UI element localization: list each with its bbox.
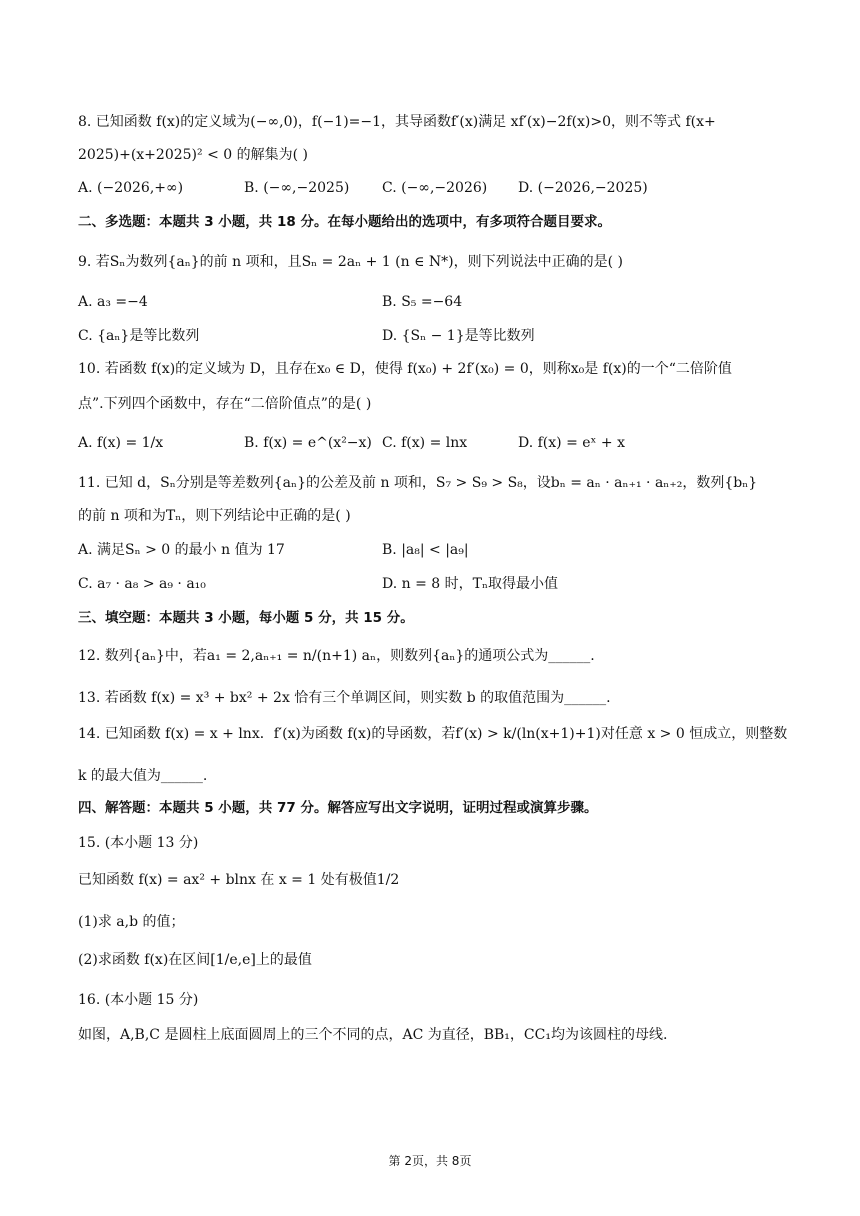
q11-stem-line1: 11. 已知 d，Sₙ分别是等差数列{aₙ}的公差及前 n 项和，S₇ > S₉ > S₈，设bₙ = aₙ · aₙ₊₁ · aₙ₊₂，数列{bₙ} (78, 475, 758, 491)
q14-stem-line2: k 的最大值为______. (78, 768, 208, 784)
section-multiple-choice-heading: 二、多选题：本题共 3 小题，共 18 分。在每小题给出的选项中，有多项符合题目要求。 (78, 214, 611, 230)
q10-stem-line1: 10. 若函数 f(x)的定义域为 D，且存在x₀ ∈ D，使得 f(x₀) + 2f′(x₀) = 0，则称x₀是 f(x)的一个“二倍阶值 (78, 361, 732, 377)
q16-header: 16. (本小题 15 分) (78, 992, 199, 1008)
q8-option-d: D. (−2026,−2025) (518, 180, 648, 196)
q9-option-b: B. S₅ =−64 (382, 294, 463, 310)
q10-stem-line2: 点”.下列四个函数中，存在“二倍阶值点”的是( ) (78, 396, 372, 412)
q13-stem: 13. 若函数 f(x) = x³ + bx² + 2x 恰有三个单调区间，则实数 b 的取值范围为______. (78, 690, 611, 706)
q8-stem-line2: 2025)+(x+2025)² < 0 的解集为( ) (78, 147, 308, 163)
q11-option-d: D. n = 8 时，Tₙ取得最小值 (382, 576, 559, 592)
q10-option-d: D. f(x) = eˣ + x (518, 435, 626, 451)
q14-stem-line1: 14. 已知函数 f(x) = x + lnx．f′(x)为函数 f(x)的导函数，若f′(x) > k/(ln(x+1)+1)对任意 x > 0 恒成立，则整数 (78, 726, 788, 742)
q9-option-c: C. {aₙ}是等比数列 (78, 328, 200, 344)
page-footer: 第 2页，共 8页 (388, 1154, 472, 1168)
q11-option-b: B. |a₈| < |a₉| (382, 542, 469, 558)
section-answer-heading: 四、解答题：本题共 5 小题，共 77 分。解答应写出文字说明，证明过程或演算步骤。 (78, 800, 598, 816)
q10-option-b: B. f(x) = e^(x²−x) (244, 435, 372, 451)
q11-option-a: A. 满足Sₙ > 0 的最小 n 值为 17 (78, 542, 285, 558)
q10-option-a: A. f(x) = 1/x (78, 435, 164, 451)
section-fill-blank-heading: 三、填空题：本题共 3 小题，每小题 5 分，共 15 分。 (78, 610, 414, 626)
q9-stem: 9. 若Sₙ为数列{aₙ}的前 n 项和，且Sₙ = 2aₙ + 1 (n ∈ N*)，则下列说法中正确的是( ) (78, 254, 623, 270)
q8-option-c: C. (−∞,−2026) (382, 180, 488, 196)
q15-header: 15. (本小题 13 分) (78, 835, 199, 851)
q8-option-b: B. (−∞,−2025) (244, 180, 350, 196)
q8-stem-line1: 8. 已知函数 f(x)的定义域为(−∞,0)，f(−1)=−1，其导函数f′(x)满足 xf′(x)−2f(x)>0，则不等式 f(x+ (78, 114, 716, 130)
q8-option-a: A. (−2026,+∞) (78, 180, 184, 196)
q15-part1: (1)求 a,b 的值； (78, 914, 185, 930)
q12-stem: 12. 数列{aₙ}中，若a₁ = 2,aₙ₊₁ = n/(n+1) aₙ，则数列{aₙ}的通项公式为______. (78, 648, 595, 664)
q10-option-c: C. f(x) = lnx (382, 435, 468, 451)
q9-option-a: A. a₃ =−4 (78, 294, 148, 310)
q15-part2: (2)求函数 f(x)在区间[1/e,e]上的最值 (78, 952, 312, 968)
q11-option-c: C. a₇ · a₈ > a₉ · a₁₀ (78, 576, 206, 592)
q9-option-d: D. {Sₙ − 1}是等比数列 (382, 328, 535, 344)
q16-stem: 如图，A,B,C 是圆柱上底面圆周上的三个不同的点，AC 为直径，BB₁，CC₁均为该圆柱的母线. (78, 1027, 668, 1043)
q11-stem-line2: 的前 n 项和为Tₙ，则下列结论中正确的是( ) (78, 508, 351, 524)
q15-stem: 已知函数 f(x) = ax² + blnx 在 x = 1 处有极值1/2 (78, 872, 400, 888)
